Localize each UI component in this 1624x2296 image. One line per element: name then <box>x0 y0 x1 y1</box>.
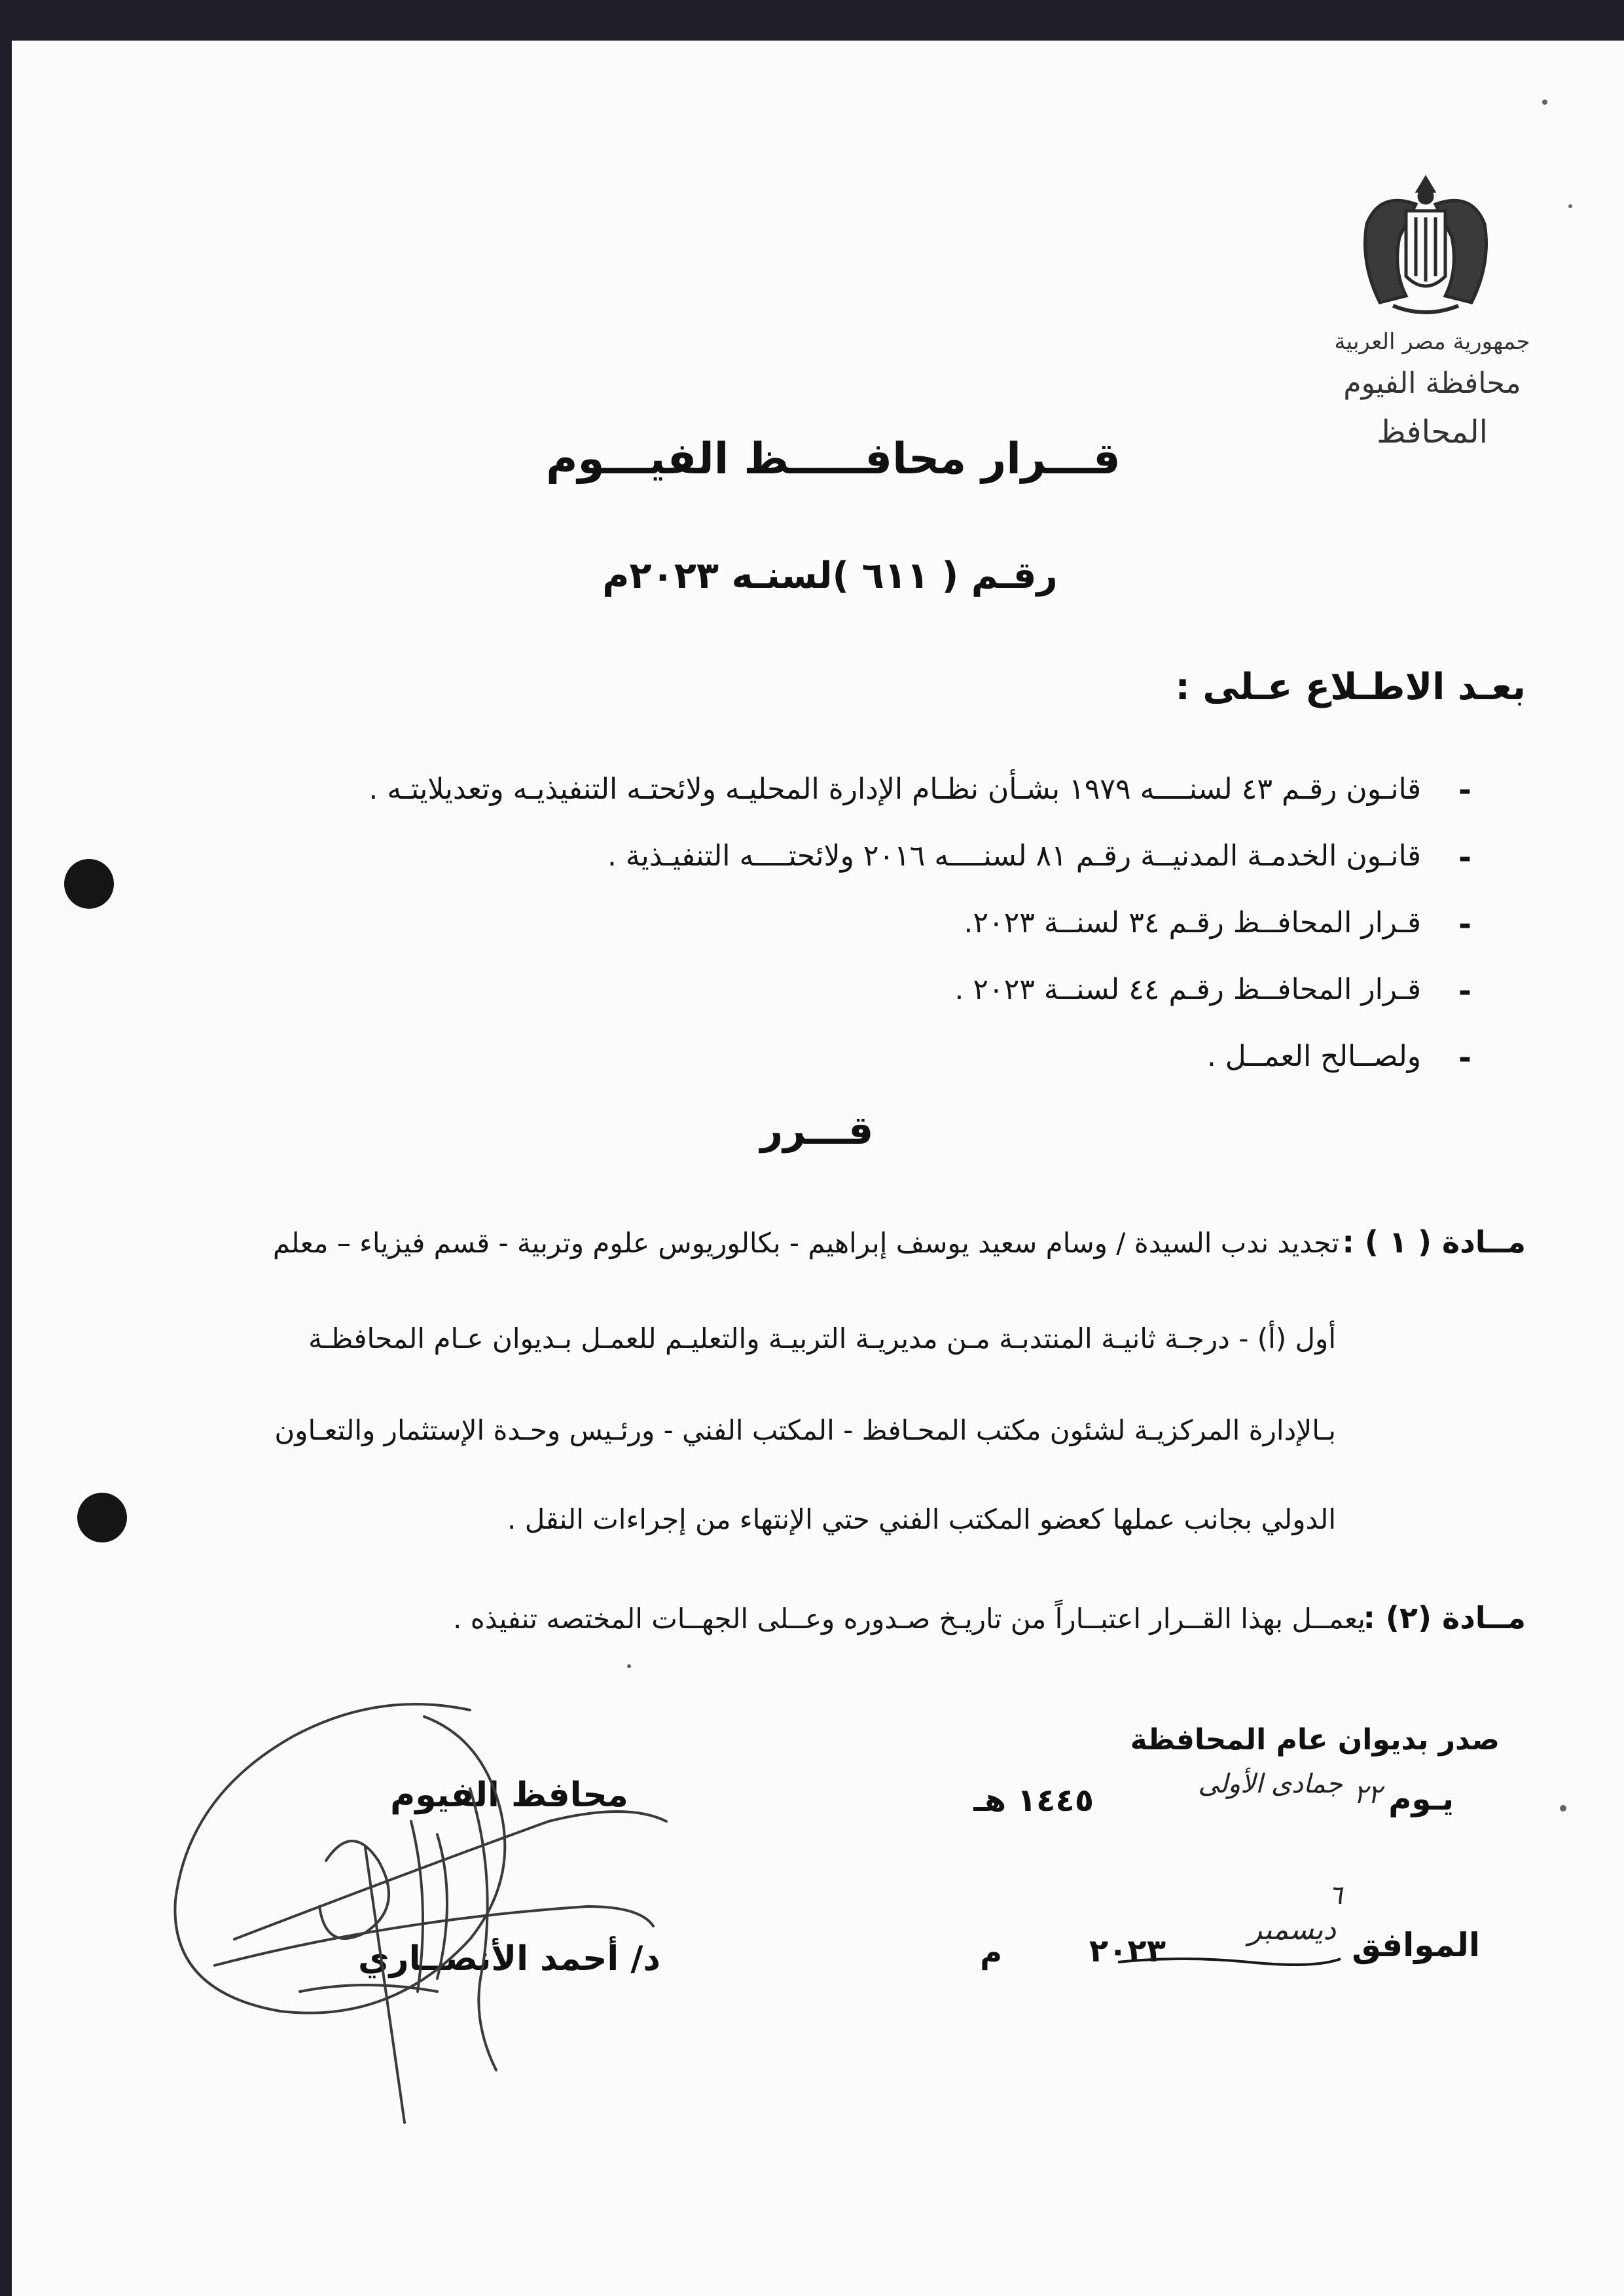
article-1-line: بـالإدارة المركزيـة لشئون مكتب المحـافظ - المكتب الفني - ورئـيس وحـدة الإستثمار والتعـاون <box>274 1414 1336 1446</box>
hijri-label: يـوم <box>1388 1781 1454 1817</box>
preamble-item: قـرار المحافــظ رقـم ٣٤ لسنــة ٢٠٢٣. <box>964 906 1421 939</box>
decree-title: قـــرار محافـــــظ الفيـــوم <box>546 433 1121 484</box>
document-page <box>12 41 1624 2296</box>
emblem-line-governor: المحافظ <box>1377 414 1488 450</box>
article-1-line: أول (أ) - درجـة ثانيـة المنتدبـة مـن مديريـة التربيـة والتعليـم للعمـل بـديوان عـام المحافظـة <box>308 1322 1336 1355</box>
speck <box>1568 204 1572 208</box>
issuance-place: صدر بديوان عام المحافظة <box>1130 1723 1500 1757</box>
hijri-month: جمادى الأولى <box>1198 1769 1343 1799</box>
gregorian-year: ٢٠٢٣ <box>1089 1933 1166 1969</box>
eagle-of-saladin-emblem-icon <box>1354 165 1498 322</box>
preamble-item: قانـون الخدمـة المدنيــة رقـم ٨١ لسنــــه ٢٠١٦ ولائحتــــه التنفيـذية . <box>607 839 1421 873</box>
bullet-dash: - <box>1458 772 1471 809</box>
hijri-year: ١٤٤٥ هـ <box>973 1782 1094 1819</box>
gregorian-day: ٦ <box>1328 1880 1343 1910</box>
emblem-line-governorate: محافظة الفيوم <box>1343 367 1521 400</box>
signatory-title: محافظ الفيوم <box>390 1776 628 1815</box>
article-1-line: الدولي بجانب عملها كعضو المكتب الفني حتي الإنتهاء من إجراءات النقل . <box>507 1503 1336 1535</box>
handwritten-signature-icon <box>130 1625 719 2149</box>
decree-number: رقـم ( ٦١١ )لسنـه ٢٠٢٣م <box>602 555 1058 597</box>
gregorian-suffix: م <box>980 1935 1002 1970</box>
signatory-name: د/ أحمد الأنصــاري <box>357 1939 661 1978</box>
speck <box>1542 100 1547 105</box>
preamble-heading: بعـد الاطـلاع عـلى : <box>1175 666 1526 708</box>
gregorian-month: ديسمبر <box>1248 1913 1336 1946</box>
gregorian-label: الموافق <box>1352 1926 1480 1964</box>
hijri-day: ٢٢ <box>1354 1779 1382 1810</box>
bullet-dash: - <box>1458 839 1471 876</box>
bullet-dash: - <box>1458 1040 1471 1076</box>
article-1-label: مــادة ( ١ ) : <box>1342 1224 1526 1260</box>
bullet-dash: - <box>1458 973 1471 1010</box>
speck <box>1560 1805 1566 1812</box>
article-2-line: يعمــل بهذا القــرار اعتبــاراً من تاريـخ صـدوره وعــلى الجهــات المختصه تنفيذه . <box>453 1603 1365 1635</box>
punch-hole-top <box>64 859 114 909</box>
preamble-item: قـرار المحافــظ رقـم ٤٤ لسنــة ٢٠٢٣ . <box>954 973 1421 1006</box>
preamble-item: قانـون رقـم ٤٣ لسنــــه ١٩٧٩ بشـأن نظـام الإدارة المحليـه ولائحتـه التنفيذيـه وتعديلايتـه . <box>369 773 1421 806</box>
bullet-dash: - <box>1458 906 1471 943</box>
article-2-label: مــادة (٢) : <box>1363 1600 1526 1635</box>
punch-hole-bottom <box>77 1493 127 1542</box>
preamble-item: ولصــالح العمــل . <box>1206 1040 1421 1073</box>
decision-heading: قـــرر <box>760 1108 874 1154</box>
article-1-line: تجديد ندب السيدة / وسام سعيد يوسف إبراهيم - بكالوريوس علوم وتربية - قسم فيزياء – معلم <box>272 1227 1339 1259</box>
gregorian-underline <box>1118 1952 1341 1972</box>
emblem-line-country: جمهورية مصر العربية <box>1334 329 1530 355</box>
